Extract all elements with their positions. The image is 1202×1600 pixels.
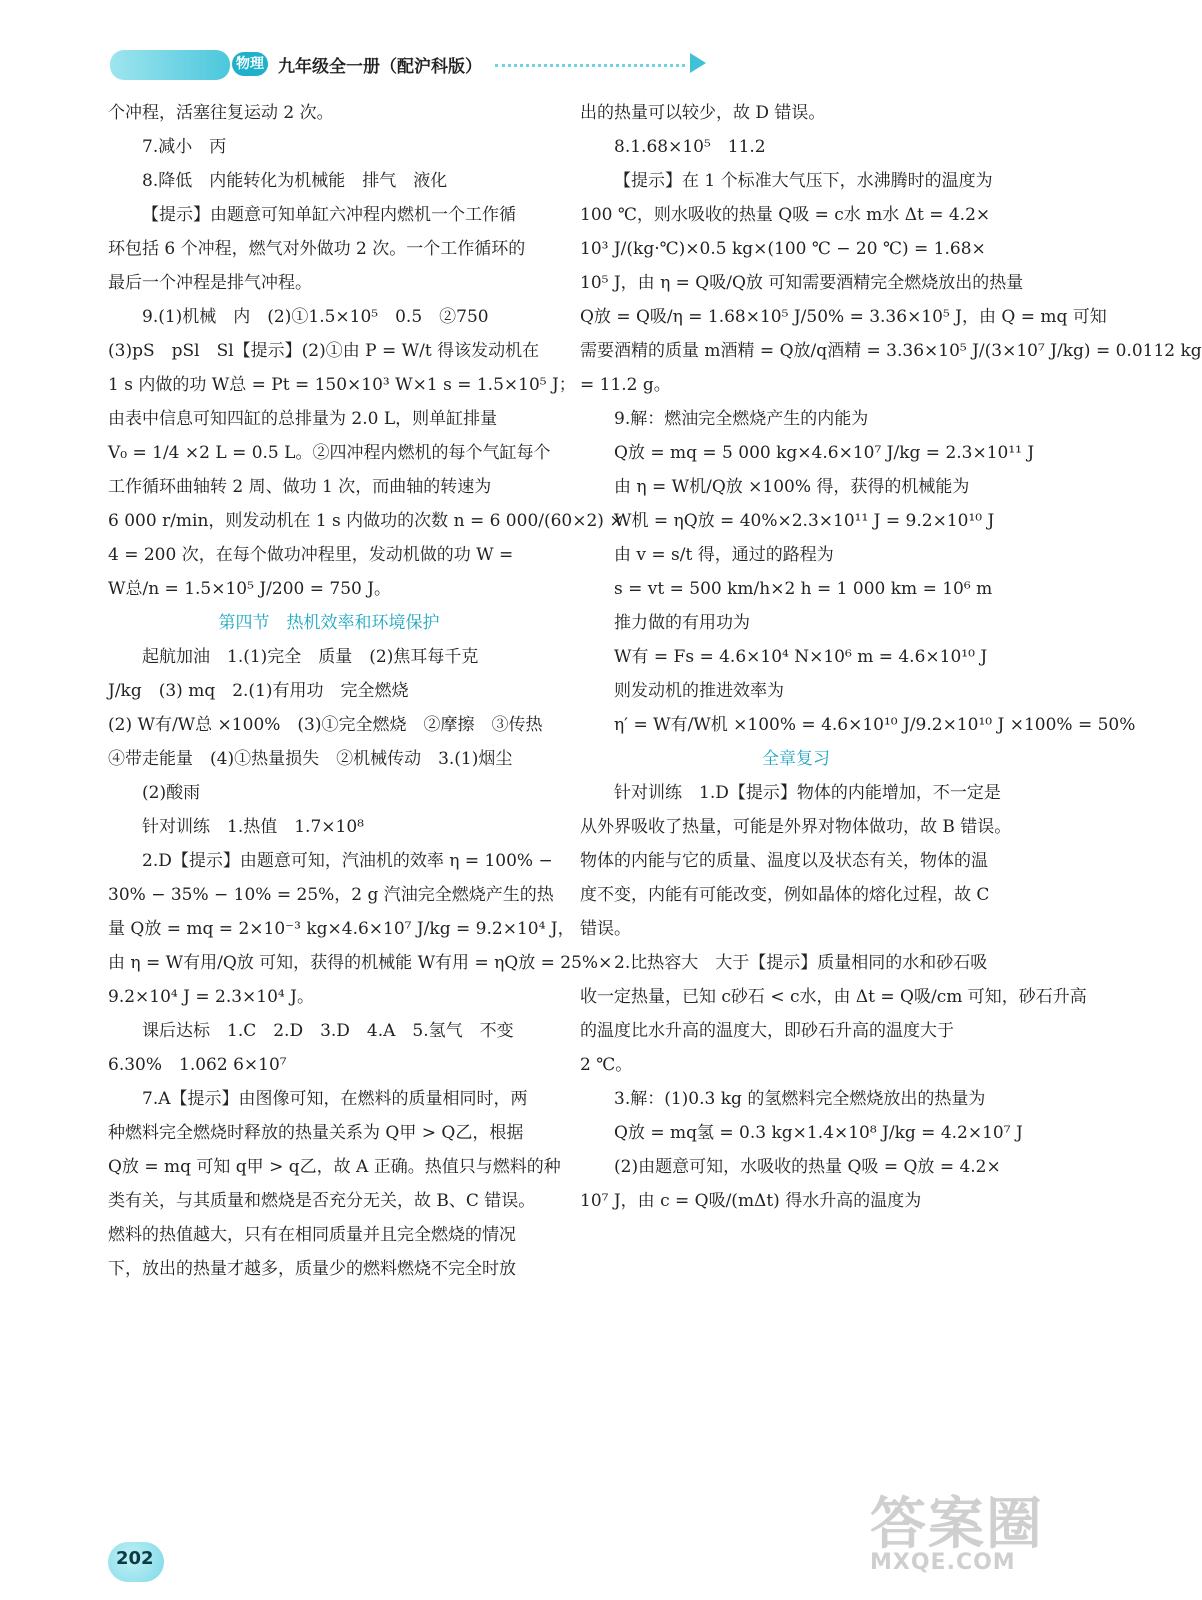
book-title: 九年级全一册（配沪科版） <box>278 57 482 77</box>
text-line: Q放 = mq氢 = 0.3 kg×1.4×10⁸ J/kg = 4.2×10⁷ J <box>614 1123 1023 1143</box>
text-line: 9.解：燃油完全燃烧产生的内能为 <box>614 409 869 429</box>
text-line: 2.比热容大 大于【提示】质量相同的水和砂石吸 <box>614 953 988 973</box>
text-line: 6.30% 1.062 6×10⁷ <box>108 1055 287 1075</box>
text-line: 种燃料完全燃烧时释放的热量关系为 Q甲 > Q乙，根据 <box>108 1123 524 1143</box>
text-line: 30% − 35% − 10% = 25%，2 g 汽油完全燃烧产生的热 <box>108 885 554 905</box>
text-line: 【提示】由题意可知单缸六冲程内燃机一个工作循 <box>142 205 516 225</box>
text-line: Q放 = mq = 5 000 kg×4.6×10⁷ J/kg = 2.3×10¹¹ J <box>614 443 1035 463</box>
text-line: 起航加油 1.(1)完全 质量 (2)焦耳每千克 <box>142 647 479 667</box>
text-line: 1 s 内做的功 W总 = Pt = 150×10³ W×1 s = 1.5×10⁵ J； <box>108 375 576 395</box>
text-line: J/kg (3) mq 2.(1)有用功 完全燃烧 <box>108 681 409 701</box>
text-line: 9.(1)机械 内 (2)①1.5×10⁵ 0.5 ②750 <box>142 307 489 327</box>
text-line: V₀ = 1/4 ×2 L = 0.5 L。②四冲程内燃机的每个气缸每个 <box>108 443 551 463</box>
text-line: 量 Q放 = mq = 2×10⁻³ kg×4.6×10⁷ J/kg = 9.2×10⁴ J， <box>108 919 575 939</box>
page-number <box>108 1538 168 1582</box>
text-line: 度不变，内能有可能改变，例如晶体的熔化过程，故 C <box>580 885 990 905</box>
text-line: 6 000 r/min，则发动机在 1 s 内做功的次数 n = 6 000/(60×2) × <box>108 511 624 531</box>
text-line: 推力做的有用功为 <box>614 613 750 633</box>
header-dotted-line <box>495 64 685 67</box>
text-line: 出的热量可以较少，故 D 错误。 <box>580 103 826 123</box>
text-line: W有 = Fs = 4.6×10⁴ N×10⁶ m = 4.6×10¹⁰ J <box>614 647 988 667</box>
text-line: W机 = ηQ放 = 40%×2.3×10¹¹ J = 9.2×10¹⁰ J <box>614 511 995 531</box>
text-line: 4 = 200 次，在每个做功冲程里，发动机做的功 W = <box>108 545 514 565</box>
text-line: s = vt = 500 km/h×2 h = 1 000 km = 10⁶ m <box>614 579 993 599</box>
text-line: 针对训练 1.D【提示】物体的内能增加，不一定是 <box>614 783 1001 803</box>
text-line: W总/n = 1.5×10⁵ J/200 = 750 J。 <box>108 579 392 599</box>
watermark <box>870 1480 1060 1590</box>
page-number-text: 202 <box>116 1548 154 1569</box>
right-column <box>580 96 1202 1218</box>
text-line: 由 η = W有用/Q放 可知，获得的机械能 W有用 = ηQ放 = 25%× <box>108 953 613 973</box>
text-line: (2)酸雨 <box>142 783 201 803</box>
text-line: 7.A【提示】由图像可知，在燃料的质量相同时，两 <box>142 1089 528 1109</box>
text-line: (3)pS pSl Sl【提示】(2)①由 P = W/t 得该发动机在 <box>108 341 540 361</box>
text-line: 错误。 <box>580 919 631 939</box>
text-line: 环包括 6 个冲程，燃气对外做功 2 次。一个工作循环的 <box>108 239 526 259</box>
text-line: 课后达标 1.C 2.D 3.D 4.A 5.氢气 不变 <box>142 1021 514 1041</box>
text-line: ④带走能量 (4)①热量损失 ②机械传动 3.(1)烟尘 <box>108 749 513 769</box>
section-heading: 全章复习 <box>762 749 830 769</box>
text-line: 100 ℃，则水吸收的热量 Q吸 = c水 m水 Δt = 4.2× <box>580 205 991 225</box>
text-line: 7.减小 丙 <box>142 137 227 157</box>
text-line: 2.D【提示】由题意可知，汽油机的效率 η = 100% − <box>142 851 553 871</box>
text-line: 燃料的热值越大，只有在相同质量并且完全燃烧的情况 <box>108 1225 516 1245</box>
text-line: 由 η = W机/Q放 ×100% 得，获得的机械能为 <box>614 477 970 497</box>
section-heading: 第四节 热机效率和环境保护 <box>218 613 440 633</box>
header-arrow-icon <box>690 53 706 73</box>
text-line: = 11.2 g。 <box>580 375 671 395</box>
text-line: 由表中信息可知四缸的总排量为 2.0 L，则单缸排量 <box>108 409 498 429</box>
text-line: 10⁷ J，由 c = Q吸/(mΔt) 得水升高的温度为 <box>580 1191 922 1211</box>
text-line: 由 v = s/t 得，通过的路程为 <box>614 545 834 565</box>
text-line: 9.2×10⁴ J = 2.3×10⁴ J。 <box>108 987 314 1007</box>
text-line: 8.降低 内能转化为机械能 排气 液化 <box>142 171 448 191</box>
text-line: 2 ℃。 <box>580 1055 633 1075</box>
text-line: (2) W有/W总 ×100% (3)①完全燃烧 ②摩擦 ③传热 <box>108 715 543 735</box>
text-line: 针对训练 1.热值 1.7×10⁸ <box>142 817 364 837</box>
text-line: 8.1.68×10⁵ 11.2 <box>614 137 766 157</box>
text-line: η′ = W有/W机 ×100% = 4.6×10¹⁰ J/9.2×10¹⁰ J ×100% = 50% <box>614 715 1136 735</box>
text-line: 则发动机的推进效率为 <box>614 681 784 701</box>
text-line: 3.解：(1)0.3 kg 的氢燃料完全燃烧放出的热量为 <box>614 1089 986 1109</box>
text-line: 【提示】在 1 个标准大气压下，水沸腾时的温度为 <box>614 171 993 191</box>
text-line: 10³ J/(kg·℃)×0.5 kg×(100 ℃ − 20 ℃) = 1.68× <box>580 239 986 259</box>
text-line: 工作循环曲轴转 2 周、做功 1 次，而曲轴的转速为 <box>108 477 492 497</box>
text-line: 10⁵ J，由 η = Q吸/Q放 可知需要酒精完全燃烧放出的热量 <box>580 273 1024 293</box>
watermark-text: 答案圈 <box>870 1492 1044 1557</box>
watermark-url: MXQE.COM <box>870 1550 1016 1575</box>
text-line: 的温度比水升高的温度大，即砂石升高的温度大于 <box>580 1021 954 1041</box>
text-line: 最后一个冲程是排气冲程。 <box>108 273 312 293</box>
page-header <box>0 40 1082 90</box>
text-line: Q放 = Q吸/η = 1.68×10⁵ J/50% = 3.36×10⁵ J，由 Q = mq 可知 <box>580 307 1107 327</box>
text-line: 个冲程，活塞往复运动 2 次。 <box>108 103 334 123</box>
text-line: 类有关，与其质量和燃烧是否充分无关，故 B、C 错误。 <box>108 1191 536 1211</box>
text-line: 收一定热量，已知 c砂石 < c水，由 Δt = Q吸/cm 可知，砂石升高 <box>580 987 1087 1007</box>
text-line: Q放 = mq 可知 q甲 > q乙，故 A 正确。热值只与燃料的种 <box>108 1157 561 1177</box>
text-line: 从外界吸收了热量，可能是外界对物体做功，故 B 错误。 <box>580 817 1012 837</box>
text-line: (2)由题意可知，水吸收的热量 Q吸 = Q放 = 4.2× <box>614 1157 1001 1177</box>
text-line: 物体的内能与它的质量、温度以及状态有关，物体的温 <box>580 851 988 871</box>
subject-badge: 物理 <box>232 52 268 76</box>
text-line: 下，放出的热量才越多，质量少的燃料燃烧不完全时放 <box>108 1259 516 1279</box>
text-line: 需要酒精的质量 m酒精 = Q放/q酒精 = 3.36×10⁵ J/(3×10⁷ J/kg) = 0.0112 kg <box>580 341 1202 361</box>
header-band <box>110 50 230 80</box>
